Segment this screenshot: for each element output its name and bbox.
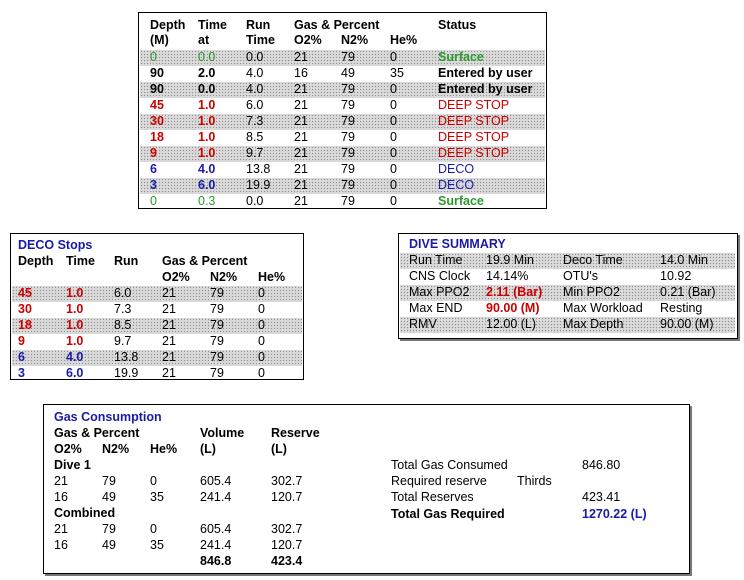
plan-run-cell: 4.0 [246, 82, 264, 96]
plan-status-cell: DEEP STOP [438, 98, 510, 112]
col-run-header: Run [246, 18, 271, 32]
deco-o2-cell: 21 [162, 318, 176, 332]
plan-time-cell: 0.0 [198, 82, 216, 96]
col-time-header2: at [198, 33, 210, 47]
gas-consumption-panel [43, 404, 690, 574]
deco-run-cell: 7.3 [114, 302, 132, 316]
deco-depth-cell: 6 [18, 350, 25, 364]
plan-time-cell: 4.0 [198, 162, 216, 176]
deco-n2-header: N2% [210, 270, 238, 284]
plan-n2-cell: 49 [341, 66, 355, 80]
plan-time-cell: 1.0 [198, 114, 216, 128]
plan-time-cell: 2.0 [198, 66, 216, 80]
plan-run-cell: 19.9 [246, 178, 271, 192]
required-reserve-rule: Thirds [517, 474, 552, 488]
deco-time-cell: 1.0 [66, 286, 84, 300]
summary-value: 19.9 Min [486, 253, 534, 267]
deco-time-cell: 1.0 [66, 318, 84, 332]
plan-he-cell: 0 [390, 50, 397, 64]
plan-depth-cell: 9 [150, 146, 157, 160]
summary-label: Max END [409, 301, 463, 315]
total-reserves-label: Total Reserves [391, 490, 474, 504]
plan-time-cell: 1.0 [198, 146, 216, 160]
plan-depth-cell: 90 [150, 82, 164, 96]
plan-run-cell: 0.0 [246, 194, 264, 208]
plan-he-cell: 0 [390, 178, 397, 192]
reserve-header: Reserve [271, 426, 320, 440]
deco-gas-header: Gas & Percent [162, 254, 248, 268]
deco-run-cell: 19.9 [114, 366, 139, 380]
deco-n2-cell: 79 [210, 302, 224, 316]
gas-n2-cell: 49 [102, 538, 116, 552]
gas-n2-cell: 49 [102, 490, 116, 504]
total-consumed-value: 846.80 [582, 458, 621, 472]
summary-label: CNS Clock [409, 269, 471, 283]
plan-depth-cell: 0 [150, 194, 157, 208]
plan-status-cell: DEEP STOP [438, 146, 510, 160]
gas-o2-cell: 16 [54, 538, 68, 552]
deco-depth-cell: 45 [18, 286, 32, 300]
deco-run-cell: 13.8 [114, 350, 139, 364]
plan-depth-cell: 6 [150, 162, 157, 176]
combined-label: Combined [54, 506, 116, 520]
plan-he-cell: 0 [390, 130, 397, 144]
summary-label: Deco Time [563, 253, 623, 267]
deco-run-cell: 9.7 [114, 334, 132, 348]
plan-n2-cell: 79 [341, 82, 355, 96]
total-reserve: 423.4 [271, 554, 303, 568]
plan-status-cell: Surface [438, 194, 484, 208]
summary-value: 2.11 (Bar) [486, 285, 543, 299]
gas-o2-cell: 21 [54, 474, 68, 488]
deco-run-header: Run [114, 254, 139, 268]
summary-title: DIVE SUMMARY [409, 237, 506, 251]
gas-volume-cell: 605.4 [200, 474, 232, 488]
col-status-header: Status [438, 18, 477, 32]
gas-reserve-cell: 120.7 [271, 490, 303, 504]
gas-he-cell: 35 [150, 538, 164, 552]
plan-depth-cell: 18 [150, 130, 164, 144]
deco-depth-cell: 30 [18, 302, 32, 316]
plan-o2-cell: 21 [294, 178, 308, 192]
plan-he-cell: 35 [390, 66, 404, 80]
deco-n2-cell: 79 [210, 366, 224, 380]
plan-o2-cell: 21 [294, 130, 308, 144]
summary-label: Min PPO2 [563, 285, 620, 299]
gas-title: Gas Consumption [54, 410, 162, 424]
gas-he-cell: 35 [150, 490, 164, 504]
plan-run-cell: 8.5 [246, 130, 264, 144]
deco-o2-cell: 21 [162, 350, 176, 364]
deco-run-cell: 8.5 [114, 318, 132, 332]
summary-label: OTU's [563, 269, 599, 283]
col-time-header: Time [198, 18, 227, 32]
plan-run-cell: 4.0 [246, 66, 264, 80]
plan-depth-cell: 30 [150, 114, 164, 128]
deco-o2-cell: 21 [162, 366, 176, 380]
plan-n2-cell: 79 [341, 50, 355, 64]
summary-value: 10.92 [660, 269, 692, 283]
plan-n2-cell: 79 [341, 114, 355, 128]
dive-summary-panel [398, 233, 738, 339]
summary-value: 90.00 (M) [660, 317, 714, 331]
volume-unit: (L) [200, 442, 216, 456]
total-volume: 846.8 [200, 554, 232, 568]
deco-n2-cell: 79 [210, 334, 224, 348]
plan-time-cell: 1.0 [198, 98, 216, 112]
gas-volume-cell: 241.4 [200, 538, 232, 552]
plan-depth-cell: 3 [150, 178, 157, 192]
plan-o2-cell: 21 [294, 162, 308, 176]
deco-depth-cell: 3 [18, 366, 25, 380]
summary-label: Max Depth [563, 317, 624, 331]
plan-depth-cell: 45 [150, 98, 164, 112]
gas-reserve-cell: 120.7 [271, 538, 303, 552]
plan-depth-cell: 0 [150, 50, 157, 64]
deco-title: DECO Stops [18, 238, 93, 252]
deco-he-cell: 0 [258, 302, 265, 316]
gas-percent-header: Gas & Percent [54, 426, 140, 440]
plan-run-cell: 0.0 [246, 50, 264, 64]
deco-he-cell: 0 [258, 350, 265, 364]
plan-n2-cell: 79 [341, 98, 355, 112]
deco-time-cell: 1.0 [66, 334, 84, 348]
deco-stops-table [10, 233, 304, 380]
plan-status-cell: Entered by user [438, 82, 533, 96]
summary-value: 12.00 (L) [486, 317, 537, 331]
deco-time-cell: 1.0 [66, 302, 84, 316]
gas-reserve-cell: 302.7 [271, 522, 303, 536]
plan-he-cell: 0 [390, 146, 397, 160]
plan-o2-cell: 21 [294, 194, 308, 208]
gas-o2-header: O2% [54, 442, 82, 456]
deco-time-cell: 6.0 [66, 366, 84, 380]
plan-time-cell: 6.0 [198, 178, 216, 192]
gas-o2-cell: 21 [54, 522, 68, 536]
summary-label: Max PPO2 [409, 285, 470, 299]
plan-depth-cell: 90 [150, 66, 164, 80]
col-n2-header: N2% [341, 33, 369, 47]
summary-value: 14.0 Min [660, 253, 708, 267]
gas-volume-cell: 241.4 [200, 490, 232, 504]
deco-he-cell: 0 [258, 286, 265, 300]
deco-time-cell: 4.0 [66, 350, 84, 364]
summary-label: Max Workload [563, 301, 643, 315]
plan-o2-cell: 21 [294, 114, 308, 128]
plan-status-cell: DEEP STOP [438, 114, 510, 128]
deco-o2-header: O2% [162, 270, 190, 284]
deco-time-header: Time [66, 254, 95, 268]
plan-o2-cell: 16 [294, 66, 308, 80]
plan-he-cell: 0 [390, 98, 397, 112]
plan-run-cell: 6.0 [246, 98, 264, 112]
gas-o2-cell: 16 [54, 490, 68, 504]
reserve-unit: (L) [271, 442, 287, 456]
gas-reserve-cell: 302.7 [271, 474, 303, 488]
deco-n2-cell: 79 [210, 318, 224, 332]
deco-he-header: He% [258, 270, 286, 284]
volume-header: Volume [200, 426, 245, 440]
total-required-label: Total Gas Required [391, 507, 505, 521]
dive1-label: Dive 1 [54, 458, 91, 472]
plan-run-cell: 9.7 [246, 146, 264, 160]
gas-n2-header: N2% [102, 442, 130, 456]
summary-value: 14.14% [486, 269, 529, 283]
plan-time-cell: 0.0 [198, 50, 216, 64]
plan-status-cell: Surface [438, 50, 484, 64]
col-gas-header: Gas & Percent [294, 18, 380, 32]
plan-run-cell: 7.3 [246, 114, 264, 128]
plan-status-cell: Entered by user [438, 66, 533, 80]
plan-n2-cell: 79 [341, 178, 355, 192]
plan-he-cell: 0 [390, 114, 397, 128]
summary-value: Resting [660, 301, 703, 315]
col-depth-header: Depth [150, 18, 186, 32]
total-reserves-value: 423.41 [582, 490, 621, 504]
gas-he-cell: 0 [150, 474, 157, 488]
plan-o2-cell: 21 [294, 82, 308, 96]
summary-label: RMV [409, 317, 437, 331]
dive-plan-table [138, 12, 547, 209]
plan-o2-cell: 21 [294, 98, 308, 112]
gas-volume-cell: 605.4 [200, 522, 232, 536]
required-reserve-label: Required reserve [391, 474, 487, 488]
deco-o2-cell: 21 [162, 286, 176, 300]
deco-o2-cell: 21 [162, 334, 176, 348]
plan-time-cell: 0.3 [198, 194, 216, 208]
deco-he-cell: 0 [258, 366, 265, 380]
plan-o2-cell: 21 [294, 146, 308, 160]
plan-n2-cell: 79 [341, 130, 355, 144]
plan-status-cell: DECO [438, 162, 475, 176]
deco-run-cell: 6.0 [114, 286, 132, 300]
summary-label: Run Time [409, 253, 463, 267]
plan-n2-cell: 79 [341, 146, 355, 160]
plan-he-cell: 0 [390, 82, 397, 96]
gas-n2-cell: 79 [102, 474, 116, 488]
deco-depth-header: Depth [18, 254, 54, 268]
total-required-value: 1270.22 (L) [582, 507, 647, 521]
plan-he-cell: 0 [390, 162, 397, 176]
deco-he-cell: 0 [258, 318, 265, 332]
plan-time-cell: 1.0 [198, 130, 216, 144]
plan-n2-cell: 79 [341, 194, 355, 208]
col-o2-header: O2% [294, 33, 322, 47]
deco-n2-cell: 79 [210, 350, 224, 364]
gas-n2-cell: 79 [102, 522, 116, 536]
gas-he-header: He% [150, 442, 178, 456]
plan-n2-cell: 79 [341, 162, 355, 176]
col-he-header: He% [390, 33, 418, 47]
summary-value: 0.21 (Bar) [660, 285, 716, 299]
plan-status-cell: DEEP STOP [438, 130, 510, 144]
deco-he-cell: 0 [258, 334, 265, 348]
deco-depth-cell: 18 [18, 318, 32, 332]
plan-he-cell: 0 [390, 194, 397, 208]
plan-o2-cell: 21 [294, 50, 308, 64]
gas-he-cell: 0 [150, 522, 157, 536]
col-run-header2: Time [246, 33, 275, 47]
total-consumed-label: Total Gas Consumed [391, 458, 508, 472]
deco-o2-cell: 21 [162, 302, 176, 316]
deco-n2-cell: 79 [210, 286, 224, 300]
summary-value: 90.00 (M) [486, 301, 540, 315]
deco-depth-cell: 9 [18, 334, 25, 348]
plan-status-cell: DECO [438, 178, 475, 192]
plan-run-cell: 13.8 [246, 162, 271, 176]
col-depth-unit: (M) [150, 33, 169, 47]
